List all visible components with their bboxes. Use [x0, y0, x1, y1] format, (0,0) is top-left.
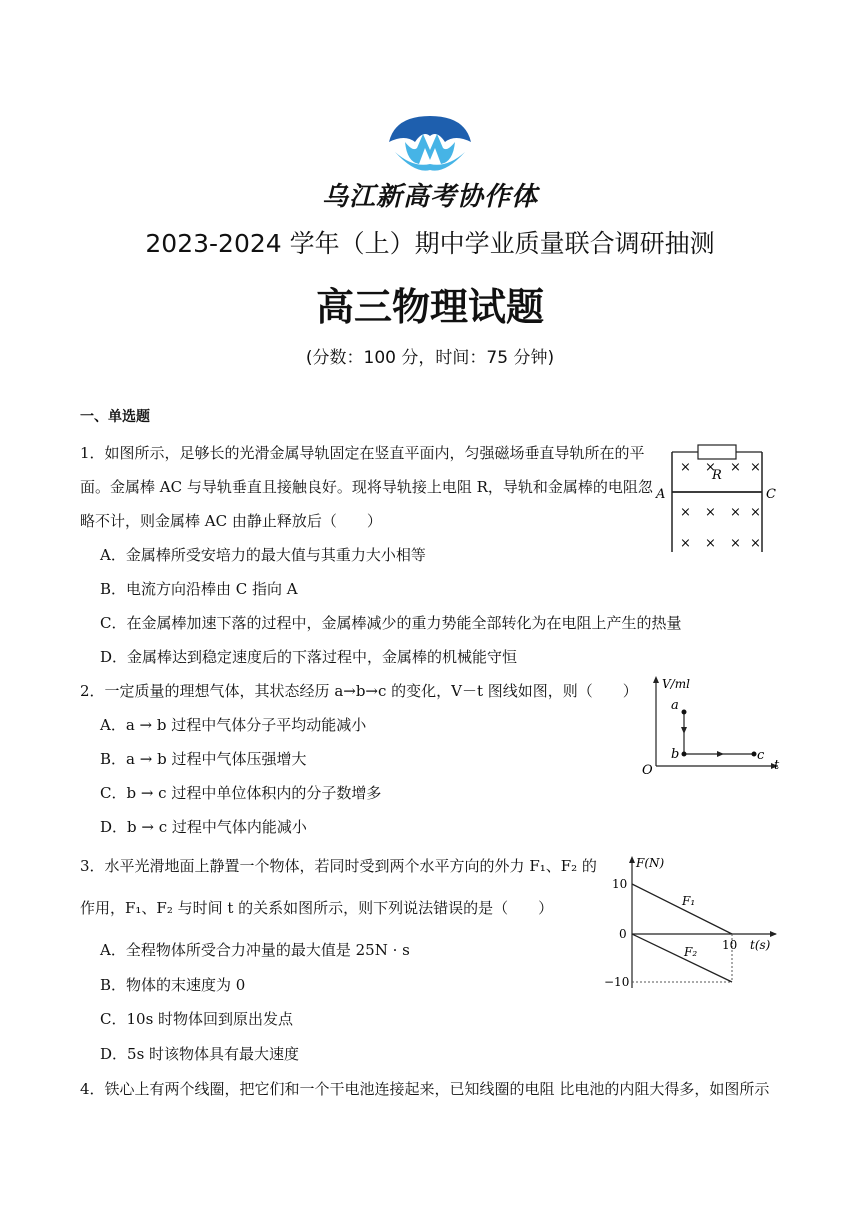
- logo-text: 乌江新高考协作体: [321, 182, 538, 212]
- q1-rail-diagram: [652, 440, 782, 555]
- q2-option-d: D．b → c 过程中气体内能减小: [100, 818, 307, 836]
- label-b: b: [671, 747, 680, 762]
- q1-stem-line-1: 1．如图所示，足够长的光滑金属导轨固定在竖直平面内，匀强磁场垂直导轨所在的平: [80, 444, 645, 462]
- q3-option-b: B．物体的末速度为 0: [100, 976, 246, 994]
- field-mark: ×: [730, 505, 741, 520]
- exam-subtitle: 2023-2024 学年（上）期中学业质量联合调研抽测: [145, 229, 715, 258]
- q2-option-c: C．b → c 过程中单位体积内的分子数增多: [100, 784, 382, 802]
- label-a: A: [656, 487, 666, 502]
- f2-line: [632, 934, 732, 982]
- q2-option-a: A．a → b 过程中气体分子平均动能减小: [100, 716, 367, 734]
- field-mark: ×: [750, 536, 761, 551]
- q3-option-d: D．5s 时该物体具有最大速度: [100, 1045, 300, 1063]
- page-title: 高三物理试题: [315, 285, 544, 329]
- q3-option-c: C．10s 时物体回到原出发点: [100, 1010, 294, 1028]
- label-r: R: [712, 468, 722, 483]
- q2-vt-graph: [636, 672, 786, 780]
- point-b: [682, 752, 687, 757]
- q1-option-b: B．电流方向沿棒由 C 指向 A: [100, 580, 298, 598]
- tick-neg10: −10: [604, 975, 630, 989]
- f1-label: F₁: [682, 894, 696, 908]
- y-axis-label: F(N): [636, 856, 665, 870]
- section-title: 一、单选题: [80, 409, 150, 425]
- field-mark: ×: [680, 460, 691, 475]
- point-c: [752, 752, 757, 757]
- q1-option-d: D．金属棒达到稳定速度后的下落过程中，金属棒的机械能守恒: [100, 648, 518, 666]
- field-mark: ×: [705, 505, 716, 520]
- q2-stem: 2．一定质量的理想气体，其状态经历 a→b→c 的变化，V－t 图线如图，则（ ）: [80, 682, 638, 700]
- q3-option-a: A．全程物体所受合力冲量的最大值是 25N · s: [100, 941, 410, 959]
- q1-stem-line-2: 面。金属棒 AC 与导轨垂直且接触良好。现将导轨接上电阻 R，导轨和金属棒的电阻忽: [80, 478, 653, 496]
- y-axis-label: V/ml: [662, 677, 690, 691]
- q4-stem: 4．铁心上有两个线圈，把它们和一个干电池连接起来，已知线圈的电阻 比电池的内阻大得多，如图所示: [80, 1080, 770, 1098]
- q1-option-a: A．金属棒所受安培力的最大值与其重力大小相等: [100, 546, 426, 564]
- point-a: [682, 710, 687, 715]
- resistor-r: [698, 445, 736, 459]
- q3-force-graph: [600, 852, 780, 992]
- label-a: a: [671, 698, 679, 713]
- f1-line: [632, 884, 732, 934]
- tick-10: 10: [612, 877, 628, 891]
- field-mark: ×: [750, 505, 761, 520]
- field-mark: ×: [730, 460, 741, 475]
- field-mark: ×: [750, 460, 761, 475]
- label-c: c: [757, 748, 765, 763]
- field-mark: ×: [705, 460, 716, 475]
- exam-meta: (分数：100 分，时间：75 分钟): [305, 348, 555, 368]
- field-mark: ×: [730, 536, 741, 551]
- q3-stem-line-2: 作用，F₁、F₂ 与时间 t 的关系如图所示，则下列说法错误的是（ ）: [80, 899, 554, 917]
- q3-stem-line-1: 3．水平光滑地面上静置一个物体，若同时受到两个水平方向的外力 F₁、F₂ 的: [80, 857, 597, 875]
- q1-option-c: C．在金属棒加速下落的过程中，金属棒减少的重力势能全部转化为在电阻上产生的热量: [100, 614, 682, 632]
- tick-0: 0: [619, 927, 627, 941]
- field-mark: ×: [705, 536, 716, 551]
- label-c: C: [766, 487, 776, 502]
- x-axis-label: t: [774, 758, 780, 773]
- field-mark: ×: [680, 505, 691, 520]
- tick-x10: 10: [722, 938, 738, 952]
- q2-option-b: B．a → b 过程中气体压强增大: [100, 750, 307, 768]
- q1-stem-line-3: 略不计，则金属棒 AC 由静止释放后（ ）: [80, 512, 382, 530]
- f2-label: F₂: [684, 945, 698, 959]
- origin-label: O: [642, 763, 653, 778]
- logo-icon: [385, 112, 475, 174]
- x-axis-label: t(s): [750, 938, 771, 952]
- field-mark: ×: [680, 536, 691, 551]
